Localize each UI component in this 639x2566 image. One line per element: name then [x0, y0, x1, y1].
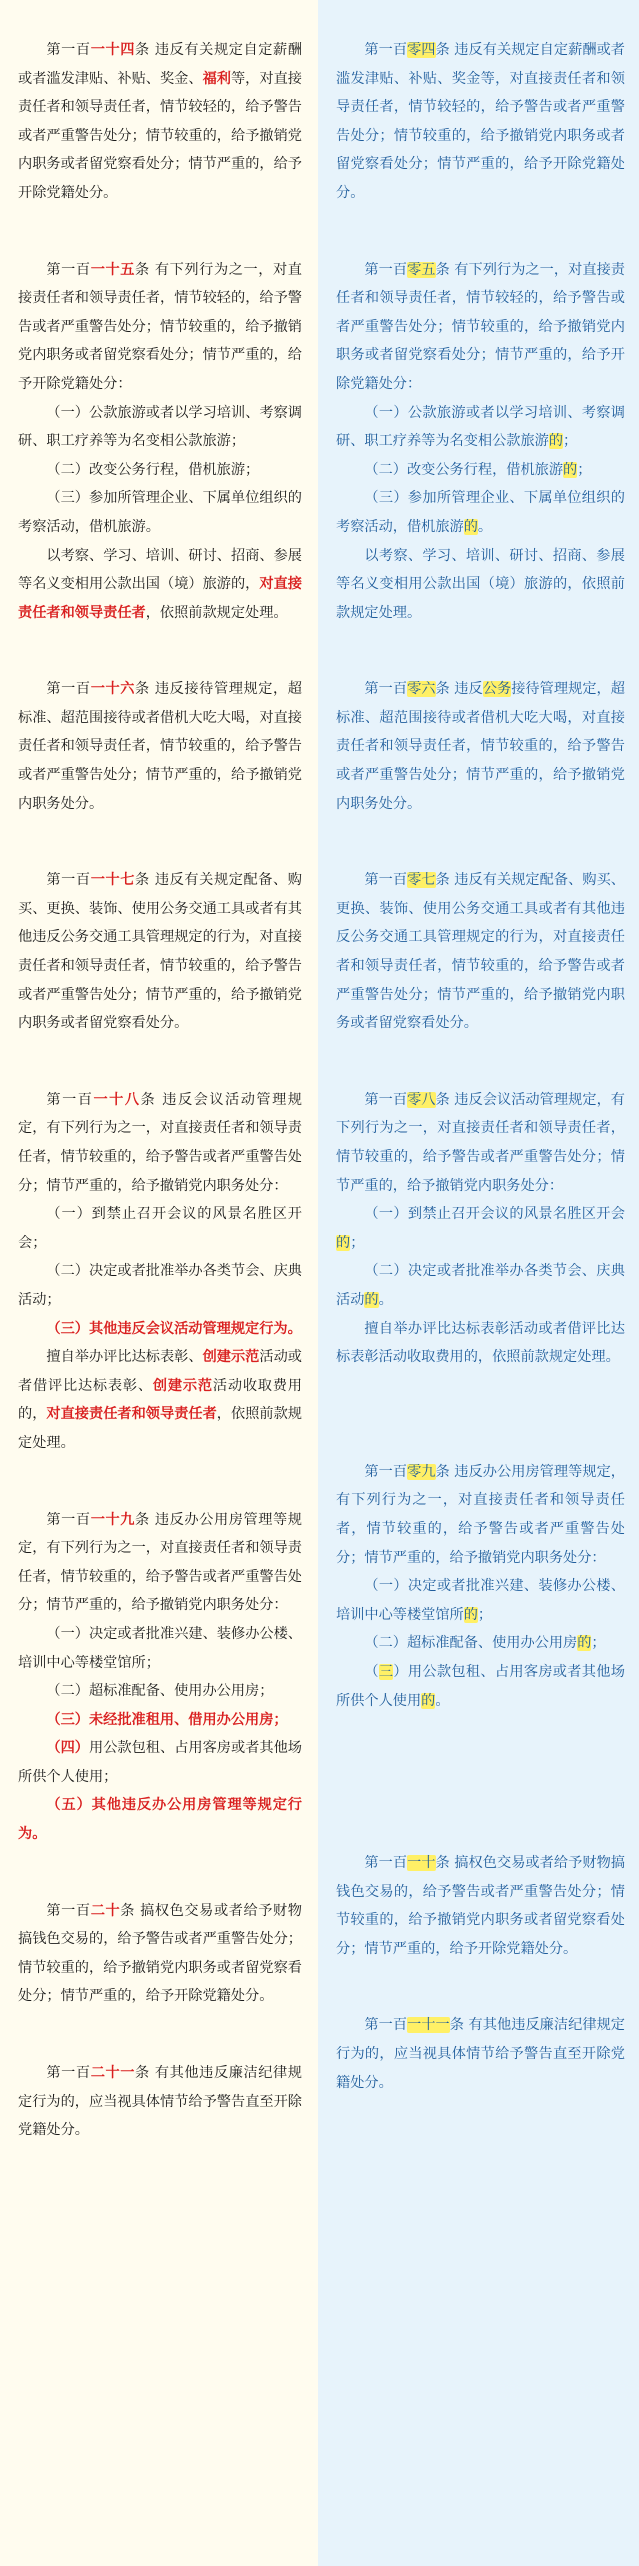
article-paragraph — [336, 866, 625, 1038]
article-clause — [336, 456, 625, 485]
text-segment: （ — [364, 1663, 379, 1680]
emphasis-text: 一十五 — [90, 261, 136, 278]
highlight-text: 一十一 — [407, 2017, 450, 2034]
emphasis-text: 一十四 — [90, 42, 136, 58]
text-segment: 第一百 — [364, 1855, 408, 1872]
text-segment: （一）决定或者批准兴建、装修办公楼、培训中心等楼堂馆所； — [18, 1625, 302, 1671]
article-l116 — [18, 675, 302, 818]
text-segment: ，依照前款规定处理。 — [18, 1406, 302, 1451]
left-column-new-text — [0, 0, 318, 2566]
highlight-text: 零七 — [407, 872, 436, 889]
article-clause — [18, 1200, 302, 1257]
text-segment: 条 违反接待管理规定，超标准、超范围接待或者借机大吃大喝，对直接责任者和领导责任者，情节较重的，给予警告或者严重警告处分；情节严重的，给予撤销党内职务处分。 — [18, 681, 302, 812]
article-clause — [18, 1677, 302, 1706]
emphasis-text: 创建示范 — [152, 1377, 213, 1394]
article-paragraph — [336, 1086, 625, 1200]
text-segment: 用公款包租、占用客房或者其他场所供个人使用； — [18, 1740, 302, 1785]
text-segment: 第一百 — [46, 872, 91, 889]
highlight-text: 零四 — [407, 42, 436, 58]
highlight-text: 一十 — [407, 1855, 436, 1872]
article-clause — [18, 1257, 302, 1314]
article-r105 — [336, 256, 625, 628]
text-segment: （一）到禁止召开会议的风景名胜区开会； — [18, 1206, 302, 1251]
article-clause — [18, 1315, 302, 1344]
text-segment: 。 — [378, 1291, 393, 1308]
highlight-text: 的 — [336, 1234, 351, 1251]
text-segment: 条 有下列行为之一，对直接责任者和领导责任者，情节较轻的，给予警告或者严重警告处分；情节较重的，给予撤销党内职务或者留党察看处分；情节严重的，给予开除党籍处分： — [336, 261, 625, 392]
article-r107 — [336, 866, 625, 1038]
article-paragraph — [336, 2011, 625, 2097]
article-paragraph — [336, 36, 625, 208]
emphasis-text: 一十七 — [90, 872, 136, 889]
article-paragraph — [18, 2059, 302, 2145]
article-paragraph — [336, 1849, 625, 1963]
text-segment: 条 违反有关规定配备、购买、更换、装饰、使用公务交通工具或者有其他违反公务交通工具管理规定的行为，对直接责任者和领导责任者，情节较重的，给予警告或者严重警告处分；情节严重的，给予撤销党内职务或者留党察看处分。 — [336, 872, 625, 1032]
text-segment: 第一百 — [46, 42, 91, 58]
highlight-text: 的 — [364, 1291, 379, 1308]
text-segment: ）用公款包租、占用客房或者其他场所供个人使用 — [336, 1663, 625, 1709]
article-clause — [18, 484, 302, 541]
highlight-text: 零八 — [407, 1091, 436, 1108]
article-l115 — [18, 256, 302, 628]
article-paragraph — [18, 1506, 302, 1620]
text-segment: （一）公款旅游或者以学习培训、考察调研、职工疗养等为名变相公款旅游 — [336, 404, 625, 450]
text-segment: 第一百 — [364, 872, 408, 889]
article-paragraph — [18, 1897, 302, 2011]
text-segment: （三）参加所管理企业、下属单位组织的考察活动，借机旅游。 — [18, 490, 302, 535]
text-segment: 第一百 — [364, 681, 408, 698]
article-clause — [18, 542, 302, 628]
highlight-text: 的 — [463, 518, 478, 535]
article-paragraph — [18, 866, 302, 1038]
article-clause — [336, 542, 625, 628]
text-segment: （二）超标准配备、使用办公用房 — [364, 1635, 578, 1652]
article-clause — [336, 1200, 625, 1257]
highlight-text: 的 — [577, 1635, 592, 1652]
text-segment: 第一百 — [46, 2065, 91, 2082]
text-segment: 条 违反有关规定配备、购买、更换、装饰、使用公务交通工具或者有其他违反公务交通工具管理规定的行为，对直接责任者和领导责任者，情节较重的，给予警告或者严重警告处分；情节严重的，给予撤销党内职务或者留党察看处分。 — [18, 872, 302, 1032]
article-l118 — [18, 1086, 302, 1458]
text-segment: 条 违反办公用房管理等规定，有下列行为之一，对直接责任者和领导责任者，情节较重的，给予警告或者严重警告处分；情节严重的，给予撤销党内职务处分： — [336, 1463, 625, 1566]
emphasis-text: 对直接责任者和领导责任者 — [46, 1406, 217, 1423]
text-segment: 第一百 — [364, 1463, 408, 1480]
article-r111 — [336, 2011, 625, 2097]
highlight-text: 三 — [378, 1663, 394, 1680]
text-segment: （一）决定或者批准兴建、装修办公楼、培训中心等楼堂馆所 — [336, 1578, 625, 1623]
highlight-text: 的 — [563, 461, 578, 478]
article-r106 — [336, 675, 625, 818]
text-segment: 等，对直接责任者和领导责任者，情节较轻的，给予警告或者严重警告处分；情节较重的，给予撤销党内职务或者留党察看处分；情节严重的，给予开除党籍处分。 — [18, 70, 302, 201]
article-paragraph — [336, 675, 625, 818]
text-segment: （二）决定或者批准举办各类节会、庆典活动； — [18, 1263, 302, 1308]
highlight-text: 公务 — [482, 681, 512, 698]
right-column-old-text — [318, 0, 639, 2566]
article-clause — [336, 1629, 625, 1658]
article-r108 — [336, 1086, 625, 1372]
highlight-text: 的 — [463, 1606, 478, 1623]
article-clause — [336, 399, 625, 456]
text-segment: ； — [477, 1606, 493, 1623]
text-segment: 条 违反办公用房管理等规定，有下列行为之一，对直接责任者和领导责任者，情节较重的，给予警告或者严重警告处分；情节严重的，给予撤销党内职务处分： — [18, 1511, 302, 1614]
text-segment: （一）到禁止召开会议的风景名胜区开会 — [364, 1206, 625, 1223]
text-segment: 擅自举办评比达标表彰活动或者借评比达标表彰活动收取费用的，依照前款规定处理。 — [336, 1320, 625, 1366]
text-segment: 条 违反会议活动管理规定，有下列行为之一，对直接责任者和领导责任者，情节较重的，给予警告或者严重警告处分；情节严重的，给予撤销党内职务处分： — [18, 1091, 302, 1194]
article-clause — [18, 1734, 302, 1791]
text-segment: 第一百 — [364, 2017, 408, 2034]
text-segment: 第一百 — [364, 42, 408, 58]
text-segment: 第一百 — [46, 681, 91, 698]
article-l117 — [18, 866, 302, 1038]
article-clause — [18, 1791, 302, 1848]
text-segment: 。 — [477, 518, 493, 535]
text-segment: 条 违反有关规定自定薪酬或者滥发津贴、补贴、奖金、 — [18, 42, 302, 87]
emphasis-text: 二十一 — [90, 2065, 136, 2082]
article-l121 — [18, 2059, 302, 2145]
text-segment: （二）改变公务行程，借机旅游； — [46, 461, 260, 478]
text-segment: ； — [591, 1635, 606, 1652]
article-clause — [18, 456, 302, 485]
text-segment: 第一百 — [46, 1511, 91, 1528]
article-clause — [18, 1343, 302, 1457]
highlight-text: 零九 — [407, 1463, 436, 1480]
text-segment: 第一百 — [46, 1902, 91, 1919]
article-clause — [336, 1257, 625, 1314]
text-segment: ； — [350, 1234, 365, 1251]
emphasis-text: （三）未经批准租用、借用办公用房； — [46, 1711, 288, 1728]
highlight-text: 的 — [548, 433, 564, 450]
emphasis-text: 二十 — [90, 1902, 121, 1919]
text-segment: 以考察、学习、培训、研讨、招商、参展等名义变相用公款出国（境）旅游的， — [18, 547, 302, 593]
text-segment: 活动或者借评比达标表彰、 — [18, 1349, 302, 1394]
article-clause — [336, 1572, 625, 1629]
emphasis-text: 一十九 — [90, 1511, 136, 1528]
article-l114 — [18, 36, 302, 208]
text-segment: 以考察、学习、培训、研讨、招商、参展等名义变相用公款出国（境）旅游的，依照前款规定处理。 — [336, 547, 625, 621]
article-clause — [18, 1620, 302, 1677]
text-segment: （二）超标准配备、使用办公用房； — [46, 1683, 274, 1700]
article-clause — [336, 1315, 625, 1372]
text-segment: ； — [577, 461, 592, 478]
article-paragraph — [18, 675, 302, 818]
text-segment: 。 — [435, 1692, 450, 1709]
emphasis-text: 福利 — [202, 70, 231, 87]
article-clause — [18, 399, 302, 456]
emphasis-text: 一十八 — [93, 1091, 141, 1108]
article-paragraph — [336, 1458, 625, 1572]
text-segment: 条 违反有关规定自定薪酬或者滥发津贴、补贴、奖金等，对直接责任者和领导责任者，情节较轻的，给予警告或者严重警告处分；情节较重的，给予撤销党内职务或者留党察看处分；情节严重的，给予开除党籍处分。 — [336, 42, 625, 201]
text-segment: 条 违反会议活动管理规定，有下列行为之一，对直接责任者和领导责任者，情节较重的，给予警告或者严重警告处分；情节严重的，给予撤销党内职务处分： — [336, 1091, 625, 1194]
text-segment: 条 违反 — [435, 681, 483, 698]
text-segment: （二）决定或者批准举办各类节会、庆典活动 — [336, 1263, 625, 1308]
article-clause — [18, 1706, 302, 1735]
article-paragraph — [18, 36, 302, 208]
emphasis-text: 一十六 — [90, 681, 136, 698]
article-paragraph — [18, 1086, 302, 1200]
text-segment: （三）参加所管理企业、下属单位组织的考察活动，借机旅游 — [336, 490, 625, 535]
text-segment: 第一百 — [46, 1091, 94, 1108]
article-r104 — [336, 36, 625, 208]
highlight-text: 零五 — [407, 261, 436, 278]
text-segment: 条 搞权色交易或者给予财物搞钱色交易的，给予警告或者严重警告处分；情节较重的，给予撤销党内职务或者留党察看处分；情节严重的，给予开除党籍处分。 — [18, 1902, 302, 2005]
text-segment: 条 有其他违反廉洁纪律规定行为的，应当视具体情节给予警告直至开除党籍处分。 — [336, 2017, 625, 2091]
text-segment: 擅自举办评比达标表彰、 — [46, 1349, 203, 1366]
highlight-text: 的 — [421, 1692, 436, 1709]
article-r109 — [336, 1458, 625, 1715]
text-segment: 活动收取费用的， — [18, 1377, 302, 1423]
article-r110 — [336, 1849, 625, 1963]
text-segment: ； — [563, 433, 578, 450]
emphasis-text: （四） — [46, 1740, 89, 1757]
text-segment: 第一百 — [46, 261, 91, 278]
highlight-text: 零六 — [407, 681, 436, 698]
text-segment: 条 搞权色交易或者给予财物搞钱色交易的，给予警告或者严重警告处分；情节较重的，给予撤销党内职务或者留党察看处分；情节严重的，给予开除党籍处分。 — [336, 1855, 625, 1957]
article-l120 — [18, 1897, 302, 2011]
text-segment: 接待管理规定，超标准、超范围接待或者借机大吃大喝，对直接责任者和领导责任者，情节较重的，给予警告或者严重警告处分；情节严重的，给予撤销党内职务处分。 — [336, 681, 625, 812]
text-segment: ，依照前款规定处理。 — [145, 604, 288, 621]
article-l119 — [18, 1506, 302, 1849]
text-segment: （一）公款旅游或者以学习培训、考察调研、职工疗养等为名变相公款旅游； — [18, 404, 302, 450]
text-segment: 条 有下列行为之一，对直接责任者和领导责任者，情节较轻的，给予警告或者严重警告处分；情节较重的，给予撤销党内职务或者留党察看处分；情节严重的，给予开除党籍处分： — [18, 261, 302, 392]
emphasis-text: （五）其他违反办公用房管理等规定行为。 — [18, 1797, 302, 1843]
article-paragraph — [18, 256, 302, 399]
article-clause — [336, 484, 625, 541]
article-clause — [336, 1658, 625, 1715]
text-segment: 第一百 — [364, 1091, 408, 1108]
emphasis-text: 对直接责任者和领导责任者 — [18, 576, 302, 621]
emphasis-text: （三）其他违反会议活动管理规定行为。 — [46, 1320, 302, 1337]
article-paragraph — [336, 256, 625, 399]
text-segment: 第一百 — [364, 261, 408, 278]
text-segment: 条 有其他违反廉洁纪律规定行为的，应当视具体情节给予警告直至开除党籍处分。 — [18, 2065, 302, 2139]
emphasis-text: 创建示范 — [202, 1349, 260, 1366]
text-segment: （二）改变公务行程，借机旅游 — [364, 461, 564, 478]
